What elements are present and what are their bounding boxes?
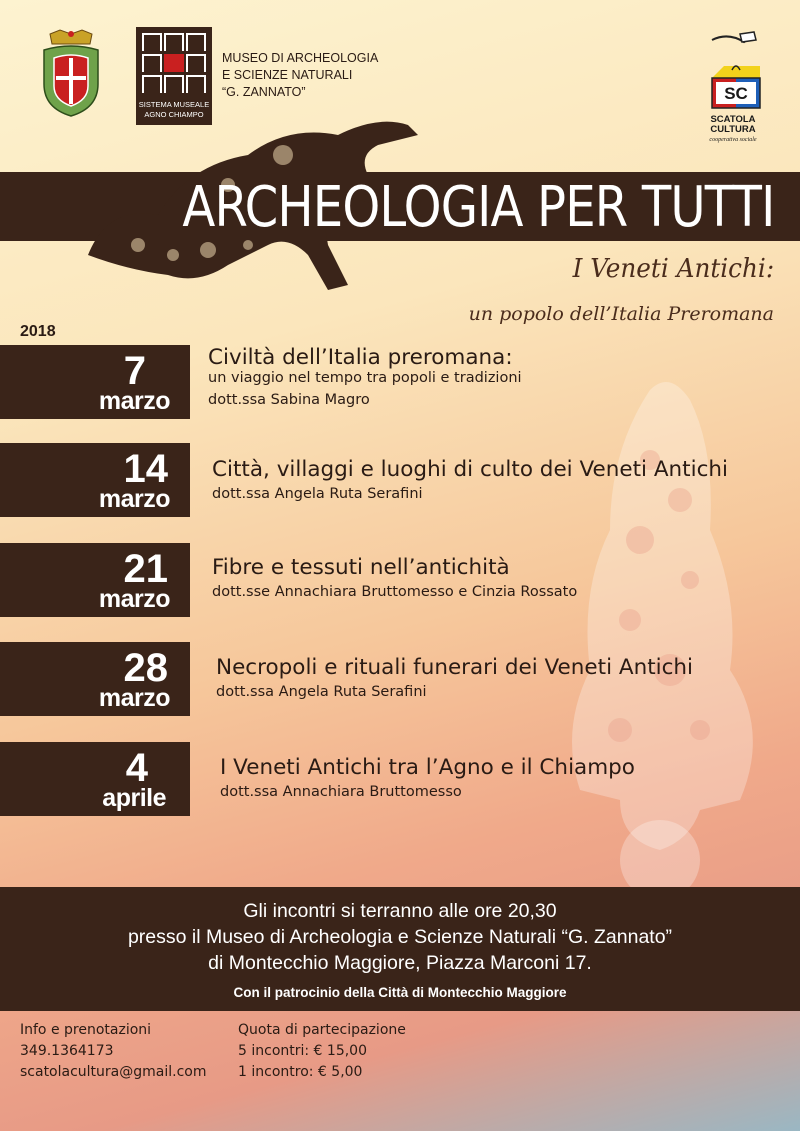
event-subtitle-1: un viaggio nel tempo tra popoli e tradizioni [208, 370, 522, 386]
event-title-1: Civiltà dell’Italia preromana: [208, 345, 513, 370]
fee-block [238, 1020, 406, 1083]
contact-label: Info e prenotazioni [20, 1022, 152, 1038]
event-speaker-2: dott.ssa Angela Ruta Serafini [212, 486, 423, 502]
year-label: 2018 [20, 323, 56, 340]
svg-text:SC: SC [724, 84, 748, 103]
contact-phone: 349.1364173 [20, 1043, 114, 1059]
event-speaker-5: dott.ssa Annachiara Bruttomesso [220, 784, 462, 800]
date-box-5 [0, 742, 190, 816]
date-box-4 [0, 642, 190, 716]
info-venue: presso il Museo di Archeologia e Scienze Naturali “G. Zannato” [127, 926, 673, 948]
subtitle-line-2: un popolo dell’Italia Preromana [468, 303, 774, 325]
scatola-cultura-subtitle: cooperativa sociale [709, 137, 757, 143]
date-box-2 [0, 443, 190, 517]
date-box-1 [0, 345, 190, 419]
date-month: marzo [98, 387, 170, 415]
event-title-2: Città, villaggi e luoghi di culto dei Veneti Antichi [212, 457, 728, 482]
contact-email: scatolacultura@gmail.com [20, 1064, 207, 1080]
info-address: di Montecchio Maggiore, Piazza Marconi 17. [208, 952, 592, 974]
main-title: ARCHEOLOGIA PER TUTTI [181, 175, 774, 240]
fee-label: Quota di partecipazione [238, 1022, 406, 1038]
date-day: 21 [123, 547, 168, 591]
date-month: marzo [98, 684, 170, 712]
partner-line-2: CULTURA [710, 124, 756, 135]
museum-name-line-1: MUSEO DI ARCHEOLOGIA [222, 51, 379, 65]
date-month: aprile [102, 784, 166, 812]
info-time: Gli incontri si terranno alle ore 20,30 [243, 900, 557, 922]
fee-five: 5 incontri: € 15,00 [238, 1043, 367, 1059]
subtitle-line-1: I Veneti Antichi: [572, 254, 774, 284]
museum-name-line-3: “G. ZANNATO” [222, 85, 306, 99]
museum-logo-line-1: SISTEMA MUSEALE [138, 100, 210, 109]
info-patronage: Con il patrocinio della Città di Montecchio Maggiore [233, 985, 567, 1000]
contact-block [20, 1020, 206, 1083]
partner-line-1: SCATOLA [710, 114, 756, 125]
event-speaker-4: dott.ssa Angela Ruta Serafini [216, 684, 427, 700]
date-month: marzo [98, 585, 170, 613]
event-speaker-1: dott.ssa Sabina Magro [208, 392, 370, 408]
event-speaker-3: dott.sse Annachiara Bruttomesso e Cinzia Rossato [212, 584, 578, 600]
date-day: 4 [125, 746, 148, 790]
date-day: 7 [123, 349, 146, 393]
fee-one: 1 incontro: € 5,00 [238, 1064, 363, 1080]
event-title-4: Necropoli e rituali funerari dei Veneti Antichi [216, 655, 694, 680]
statue-watermark-icon [540, 370, 780, 890]
scatola-cultura-name [700, 115, 766, 135]
date-month: marzo [98, 485, 170, 513]
event-title-3: Fibre e tessuti nell’antichità [212, 555, 510, 580]
event-title-5: I Veneti Antichi tra l’Agno e il Chiampo [220, 755, 635, 780]
museum-logo-line-2: AGNO CHIAMPO [144, 110, 204, 119]
date-day: 28 [123, 646, 168, 690]
museum-name [222, 50, 378, 101]
date-box-3 [0, 543, 190, 617]
museum-name-line-2: E SCIENZE NATURALI [222, 68, 353, 82]
date-day: 14 [123, 447, 168, 491]
